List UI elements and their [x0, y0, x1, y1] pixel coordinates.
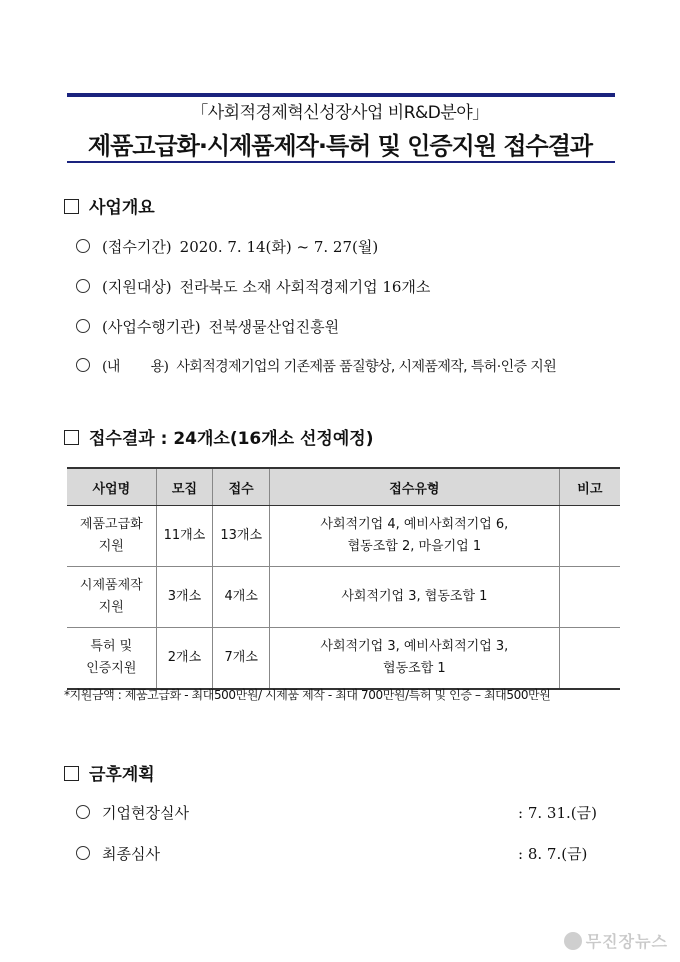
recruit-cell: 2개소 — [156, 628, 213, 690]
watermark-logo-icon — [564, 932, 582, 950]
title-top-rule — [67, 93, 615, 97]
square-bullet-icon — [64, 766, 79, 781]
received-cell: 7개소 — [213, 628, 270, 690]
note-cell — [559, 506, 620, 567]
table-row — [67, 506, 620, 567]
plan-item-site-visit: 기업현장실사 : 7. 31.(금) — [76, 802, 616, 823]
column-header: 접수유형 — [270, 468, 560, 506]
table-row — [67, 628, 620, 690]
overview-item-period: (접수기간) 2020. 7. 14(화) ~ 7. 27(월) — [76, 236, 378, 257]
type-cell: 사회적기업 4, 예비사회적기업 6, 협동조합 2, 마을기업 1 — [270, 506, 560, 567]
recruit-cell: 11개소 — [156, 506, 213, 567]
document-title: 제품고급화·시제품제작·특허 및 인증지원 접수결과 — [87, 132, 593, 160]
square-bullet-icon — [64, 430, 79, 445]
type-cell: 사회적기업 3, 예비사회적기업 3, 협동조합 1 — [270, 628, 560, 690]
circle-bullet-icon — [76, 846, 90, 860]
received-cell: 13개소 — [213, 506, 270, 567]
circle-bullet-icon — [76, 319, 90, 333]
plan-item-final-review: 최종심사 : 8. 7.(금) — [76, 843, 616, 864]
recruit-cell: 3개소 — [156, 567, 213, 628]
overview-item-content: (내 용) 사회적경제기업의 기존제품 품질향상, 시제품제작, 특허·인증 지원 — [76, 356, 556, 376]
news-watermark: 무진장뉴스 — [564, 929, 668, 952]
square-bullet-icon — [64, 199, 79, 214]
column-header: 사업명 — [67, 468, 156, 506]
circle-bullet-icon — [76, 239, 90, 253]
section-result-heading: 접수결과 : 24개소(16개소 선정예정) — [64, 424, 373, 449]
note-cell — [559, 628, 620, 690]
program-name-cell: 특허 및 인증지원 — [67, 628, 156, 690]
circle-bullet-icon — [76, 279, 90, 293]
funding-footnote: *지원금액 : 제품고급화 - 최대500만원/ 시제품 제작 - 최대 700만원/특허 및 인증 – 최대500만원 — [64, 688, 551, 702]
overview-item-agency: (사업수행기관) 전북생물산업진흥원 — [76, 316, 339, 337]
type-cell: 사회적기업 3, 협동조합 1 — [270, 567, 560, 628]
title-bottom-rule — [67, 161, 615, 163]
overview-item-target: (지원대상) 전라북도 소재 사회적경제기업 16개소 — [76, 276, 430, 297]
circle-bullet-icon — [76, 358, 90, 372]
section-overview-heading: 사업개요 — [64, 193, 155, 218]
circle-bullet-icon — [76, 805, 90, 819]
plan-date: : 8. 7.(금) — [518, 845, 588, 863]
column-header: 모집 — [156, 468, 213, 506]
column-header: 접수 — [213, 468, 270, 506]
received-cell: 4개소 — [213, 567, 270, 628]
table-header-row — [67, 468, 620, 506]
document-subtitle: 「사회적경제혁신성장사업 비R&D분야」 — [191, 103, 489, 123]
note-cell — [559, 567, 620, 628]
result-table — [67, 467, 620, 690]
table-row — [67, 567, 620, 628]
program-name-cell: 제품고급화 지원 — [67, 506, 156, 567]
program-name-cell: 시제품제작 지원 — [67, 567, 156, 628]
section-plan-heading: 금후계획 — [64, 760, 155, 785]
column-header: 비고 — [559, 468, 620, 506]
plan-date: : 7. 31.(금) — [518, 804, 597, 822]
